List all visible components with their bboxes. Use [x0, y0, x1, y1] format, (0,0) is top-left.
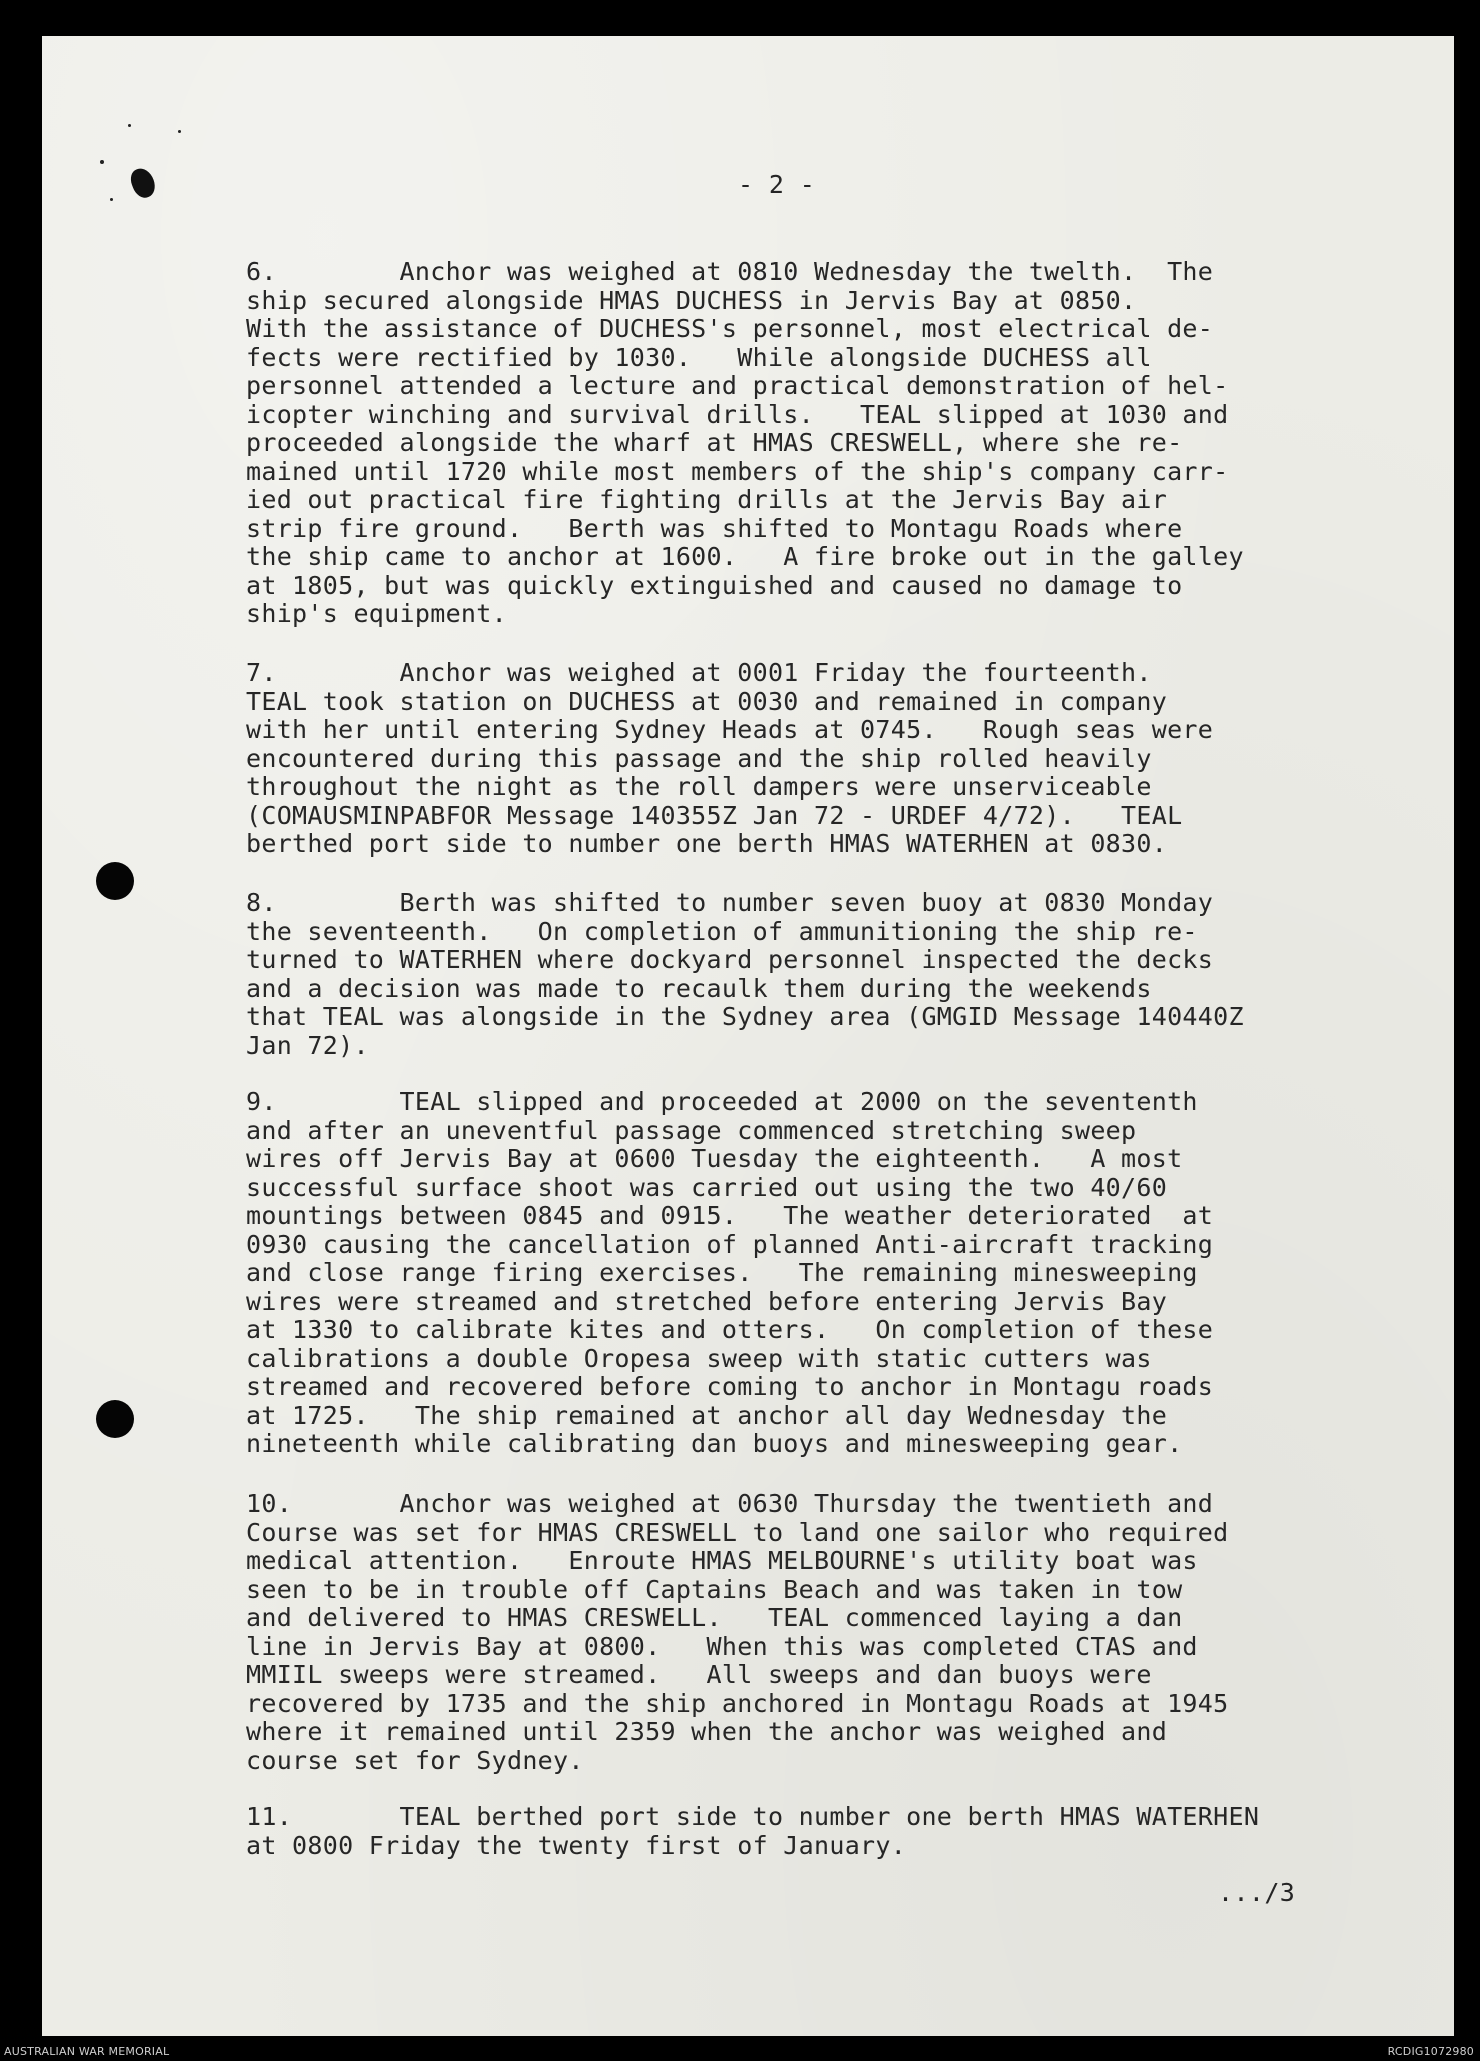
paragraph-10: 10. Anchor was weighed at 0630 Thursday the twentieth and Course was set for HMAS CRESWELL to land one sailor who required medical attention. Enroute HMAS MELBOURNE's utility boat was seen to be in trouble off Captains Beach and was taken in tow and delivered to HMAS CRESWELL. TEAL commenced laying a dan line in Jervis Bay at 0800. When this was completed CTAS and MMIIL sweeps were streamed. All sweeps and dan buoys were recovered by 1735 and the ship anchored in Montagu Roads at 1945 where it remained until 2359 when the anchor was weighed and course set for Sydney.	[246, 1489, 1229, 1775]
paragraph-6: 6. Anchor was weighed at 0810 Wednesday the twelth. The ship secured alongside HMAS DUCHESS in Jervis Bay at 0850. With the assistance of DUCHESS's personnel, most electrical de- fects were rectified by 1030. While alongside DUCHESS all personnel attended a lecture and practical demonstration of hel- icopter winching and survival drills. TEAL slipped at 1030 and proceeded alongside the wharf at HMAS CRESWELL, where she re- mained until 1720 while most members of the ship's company carr- ied out practical fire fighting drills at the Jervis Bay air strip fire ground. Berth was shifted to Montagu Roads where the ship came to anchor at 1600. A fire broke out in the galley at 1805, but was quickly extinguished and caused no damage to ship's equipment.	[246, 257, 1244, 628]
dust-speck	[128, 124, 131, 127]
archive-reference: RCDIG1072980	[1387, 2045, 1474, 2058]
dust-speck	[110, 198, 113, 201]
continuation-marker: .../3	[1218, 1878, 1296, 1907]
dust-speck	[178, 130, 181, 133]
paragraph-9: 9. TEAL slipped and proceeded at 2000 on the sevententh and after an uneventful passage commenced stretching sweep wires off Jervis Bay at 0600 Tuesday the eighteenth. A most successful surface shoot was carried out using the two 40/60 mountings between 0845 and 0915. The weather deteriorated at 0930 causing the cancellation of planned Anti-aircraft tracking and close range firing exercises. The remaining minesweeping wires were streamed and stretched before entering Jervis Bay at 1330 to calibrate kites and otters. On completion of these calibrations a double Oropesa sweep with static cutters was streamed and recovered before coming to anchor in Montagu roads at 1725. The ship remained at anchor all day Wednesday the nineteenth while calibrating dan buoys and minesweeping gear.	[246, 1087, 1214, 1458]
paragraph-11: 11. TEAL berthed port side to number one berth HMAS WATERHEN at 0800 Friday the twenty first of January.	[246, 1802, 1260, 1860]
paragraph-7: 7. Anchor was weighed at 0001 Friday the fourteenth. TEAL took station on DUCHESS at 0030 and remained in company with her until entering Sydney Heads at 0745. Rough seas were encountered during this passage and the ship rolled heavily throughout the night as the roll dampers were unserviceable (COMAUSMINPABFOR Message 140355Z Jan 72 - URDEF 4/72). TEAL berthed port side to number one berth HMAS WATERHEN at 0830.	[246, 658, 1214, 858]
page-number: - 2 -	[738, 170, 816, 199]
punch-hole-upper	[96, 862, 134, 900]
dust-speck	[100, 160, 104, 164]
paragraph-8: 8. Berth was shifted to number seven buoy at 0830 Monday the seventeenth. On completion of ammunitioning the ship re- turned to WATERHEN where dockyard personnel inspected the decks and a decision was made to recaulk them during the weekends that TEAL was alongside in the Sydney area (GMGID Message 140440Z Jan 72).	[246, 888, 1244, 1060]
archive-credit: AUSTRALIAN WAR MEMORIAL	[4, 2045, 170, 2058]
punch-hole-lower	[96, 1400, 134, 1438]
